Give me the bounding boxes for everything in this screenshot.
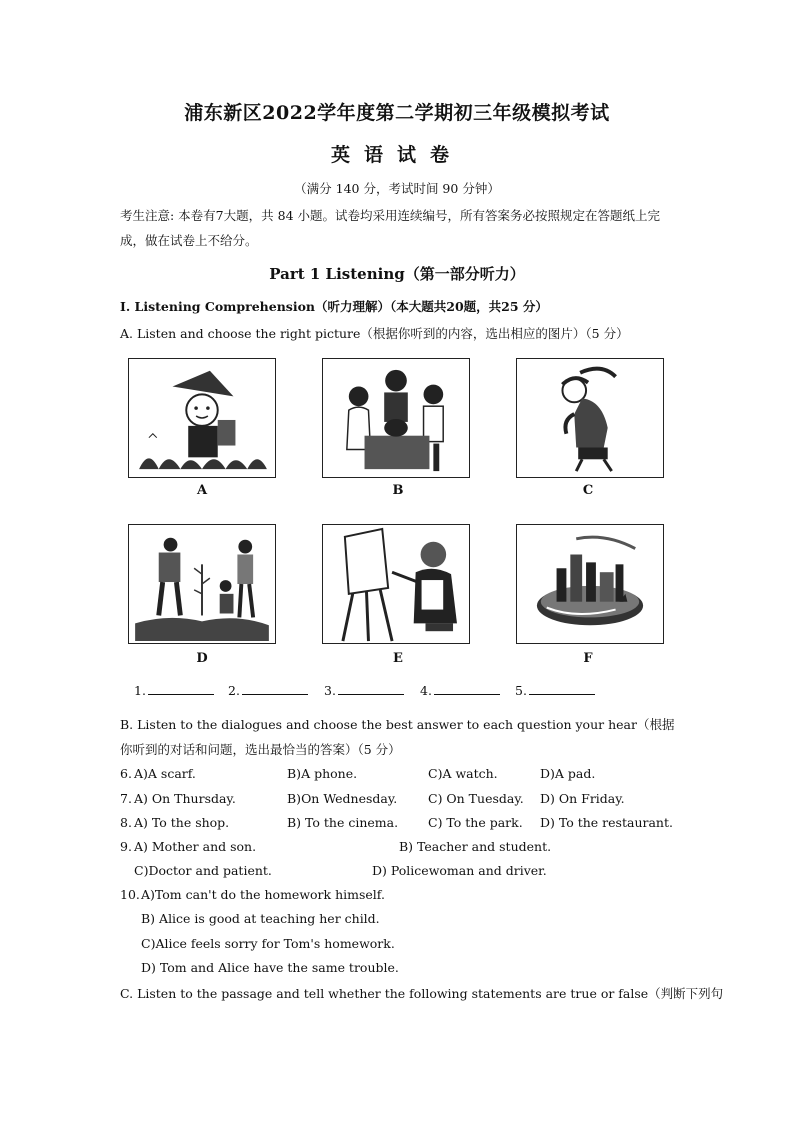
option[interactable]: B) To the cinema. [287,815,399,830]
picture-e [322,524,470,644]
picture-a [128,358,276,478]
exam-notice: 考生注意: 本卷有7大题，共 84 小题。试卷均采用连续编号，所有答案务必按照规定在答题纸上完成，做在试卷上不给分。 [120,208,660,248]
blank-number: 5. [515,683,527,698]
picture-f [516,524,664,644]
question-number: 9. [120,839,132,854]
option[interactable]: C)Doctor and patient. [134,863,272,878]
section-c-instructions: C. Listen to the passage and tell whether the following statements are true or false（判断下列句 [120,986,724,1001]
section-b-instructions: B. Listen to the dialogues and choose the best answer to each question your hear（根据你听到的对话和问题，选出最恰当的答案）（5 分） [120,717,675,757]
picture-d [128,524,276,644]
option[interactable]: B) Teacher and student. [399,839,552,854]
blank-number: 2. [228,683,240,698]
option[interactable]: D) On Friday. [540,791,625,806]
section-a-instructions: A. Listen and choose the right picture（根据你听到的内容，选出相应的图片）（5 分） [120,326,629,341]
people-planting-tree-icon [129,525,275,643]
boy-exercising-icon [517,359,663,477]
option[interactable]: B)A phone. [287,766,358,781]
answer-blank-2[interactable] [228,682,308,698]
option[interactable]: A) To the shop. [134,815,230,830]
answer-blank-3[interactable] [324,682,404,698]
painter-at-easel-icon [323,525,469,643]
picture-c-label: C [582,483,594,498]
picture-b-label: B [392,483,404,498]
picture-b [322,358,470,478]
picture-d-label: D [196,651,208,666]
answer-blank-5[interactable] [515,682,595,698]
option[interactable]: B)On Wednesday. [287,791,398,806]
question-number: 10. [120,887,140,902]
option[interactable]: A) On Thursday. [134,791,236,806]
option[interactable]: A) Mother and son. [134,839,257,854]
part-title: Part 1 Listening（第一部分听力） [269,265,525,283]
option[interactable]: A)Tom can't do the homework himself. [141,887,385,902]
question-number: 8. [120,815,132,830]
option[interactable]: B) Alice is good at teaching her child. [141,911,380,926]
option[interactable]: D) Policewoman and driver. [372,863,547,878]
answer-blank-1[interactable] [134,682,214,698]
answer-blank-4[interactable] [420,682,500,698]
exam-subtitle: 英语试卷 [330,144,463,166]
option[interactable]: C) On Tuesday. [428,791,524,806]
option[interactable]: A)A scarf. [134,766,196,781]
picture-a-label: A [196,483,208,498]
people-drinking-tea-icon [323,359,469,477]
option[interactable]: C)A watch. [428,766,498,781]
question-number: 7. [120,791,132,806]
option[interactable]: D)A pad. [540,766,596,781]
section-heading: I. Listening Comprehension（听力理解）（本大题共20题，共25 分） [120,299,548,314]
option[interactable]: D) To the restaurant. [540,815,673,830]
picture-f-label: F [583,651,593,666]
option[interactable]: D) Tom and Alice have the same trouble. [141,960,399,975]
city-island-icon [517,525,663,643]
picture-e-label: E [393,651,403,666]
score-line: （满分 140 分，考试时间 90 分钟） [294,181,500,196]
option[interactable]: C)Alice feels sorry for Tom's homework. [141,936,395,951]
picture-c [516,358,664,478]
option[interactable]: C) To the park. [428,815,523,830]
blank-number: 1. [134,683,146,698]
question-number: 6. [120,766,132,781]
blank-number: 4. [420,683,432,698]
blank-number: 3. [324,683,336,698]
farmer-picking-tea-icon [129,359,275,477]
exam-title: 浦东新区2022学年度第二学期初三年级模拟考试 [184,102,610,124]
